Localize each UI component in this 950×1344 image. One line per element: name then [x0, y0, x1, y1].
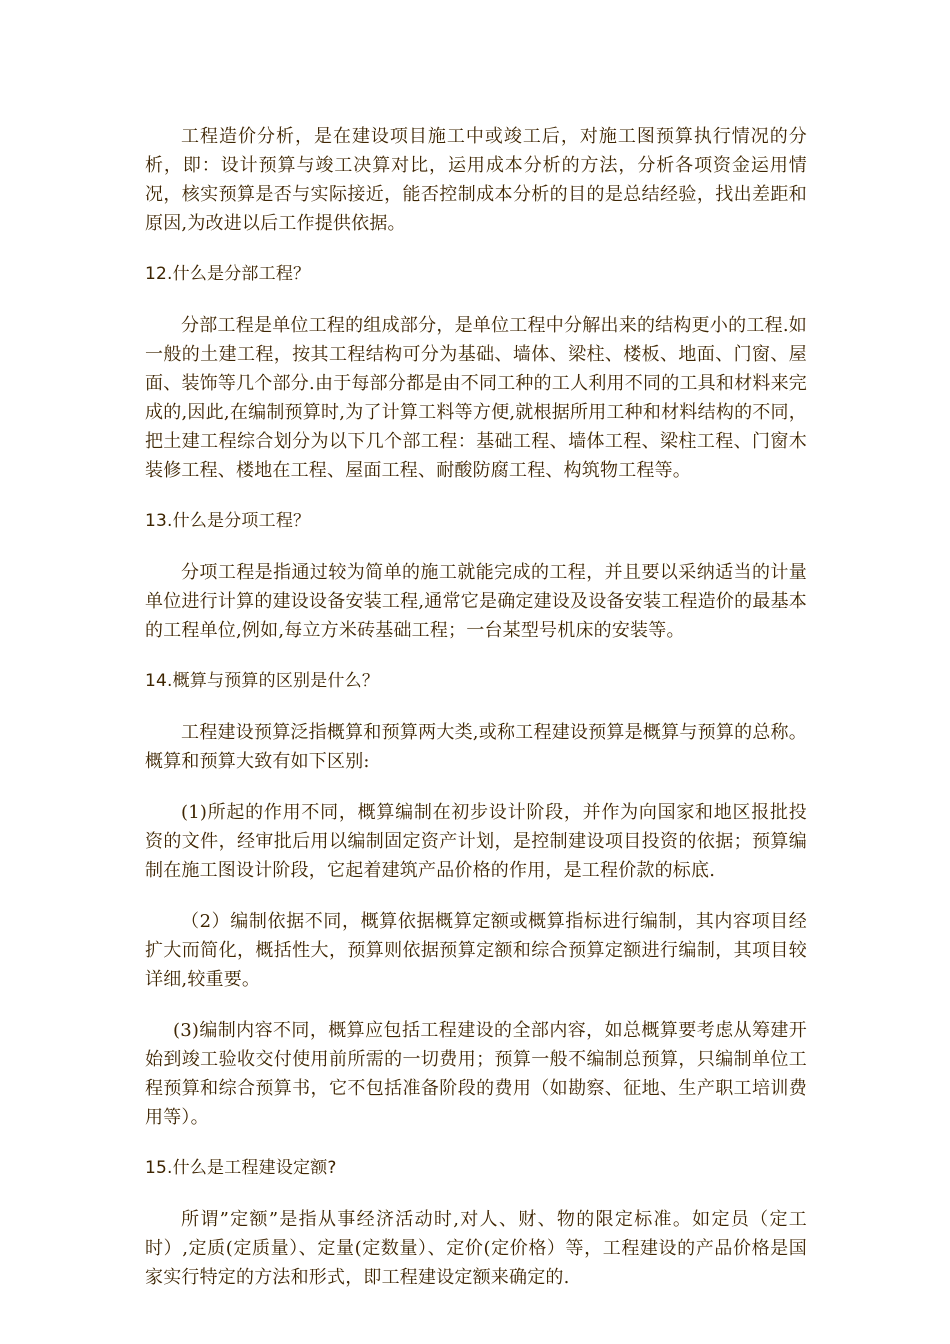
- paragraph-q14-item3: (3)编制内容不同，概算应包括工程建设的全部内容，如总概算要考虑从筹建开始到竣工验收交付使用前所需的一切费用；预算一般不编制总预算，只编制单位工程预算和综合预算书，它不包括准备阶段的费用（如勘察、征地、生产职工培训费用等）。: [145, 1020, 807, 1128]
- paragraph-q14-item1: (1)所起的作用不同，概算编制在初步设计阶段，并作为向国家和地区报批投资的文件，经审批后用以编制固定资产计划，是控制建设项目投资的依据；预算编制在施工图设计阶段，它起着建筑产品价格的作用，是工程价款的标底.: [145, 802, 807, 881]
- paragraph-q14: 工程建设预算泛指概算和预算两大类,或称工程建设预算是概算与预算的总称。概算和预算大致有如下区别:: [145, 722, 807, 772]
- paragraph-cost-analysis: 工程造价分析，是在建设项目施工中或竣工后，对施工图预算执行情况的分析，即：设计预算与竣工决算对比，运用成本分析的方法，分析各项资金运用情况，核实预算是否与实际接近，能否控制成本分析的目的是总结经验，找出差距和原因,为改进以后工作提供依据。: [145, 126, 807, 234]
- heading-q15: 15.什么是工程建设定额?: [145, 1158, 337, 1178]
- heading-q14: 14.概算与预算的区别是什么？: [145, 671, 380, 691]
- paragraph-q14-item2: （2）编制依据不同，概算依据概算定额或概算指标进行编制，其内容项目经扩大而简化，概括性大，预算则依据预算定额和综合预算定额进行编制，其项目较详细,较重要。: [145, 911, 807, 990]
- paragraph-q13: 分项工程是指通过较为简单的施工就能完成的工程，并且要以采纳适当的计量单位进行计算的建设设备安装工程,通常它是确定建设及设备安装工程造价的最基本的工程单位,例如,每立方米砖基础工程；一台某型号机床的安装等。: [145, 562, 807, 641]
- paragraph-q15: 所谓”定额”是指从事经济活动时,对人、财、物的限定标准。如定员（定工时）,定质(定质量）、定量(定数量）、定价(定价格）等，工程建设的产品价格是国家实行特定的方法和形式，即工程建设定额来确定的.: [145, 1209, 807, 1288]
- paragraph-q12: 分部工程是单位工程的组成部分，是单位工程中分解出来的结构更小的工程.如一般的土建工程，按其工程结构可分为基础、墙体、梁柱、楼板、地面、门窗、屋面、装饰等几个部分.由于每部分都是由不同工种的工人利用不同的工具和材料来完成的,因此,在编制预算时,为了计算工料等方便,就根据所用工种和材料结构的不同，把土建工程综合划分为以下几个部工程：基础工程、墙体工程、梁柱工程、门窗木装修工程、楼地在工程、屋面工程、耐酸防腐工程、构筑物工程等。: [145, 315, 807, 481]
- document-body: [145, 122, 807, 1314]
- heading-q12: 12.什么是分部工程？: [145, 264, 311, 284]
- heading-q13: 13.什么是分项工程？: [145, 511, 311, 531]
